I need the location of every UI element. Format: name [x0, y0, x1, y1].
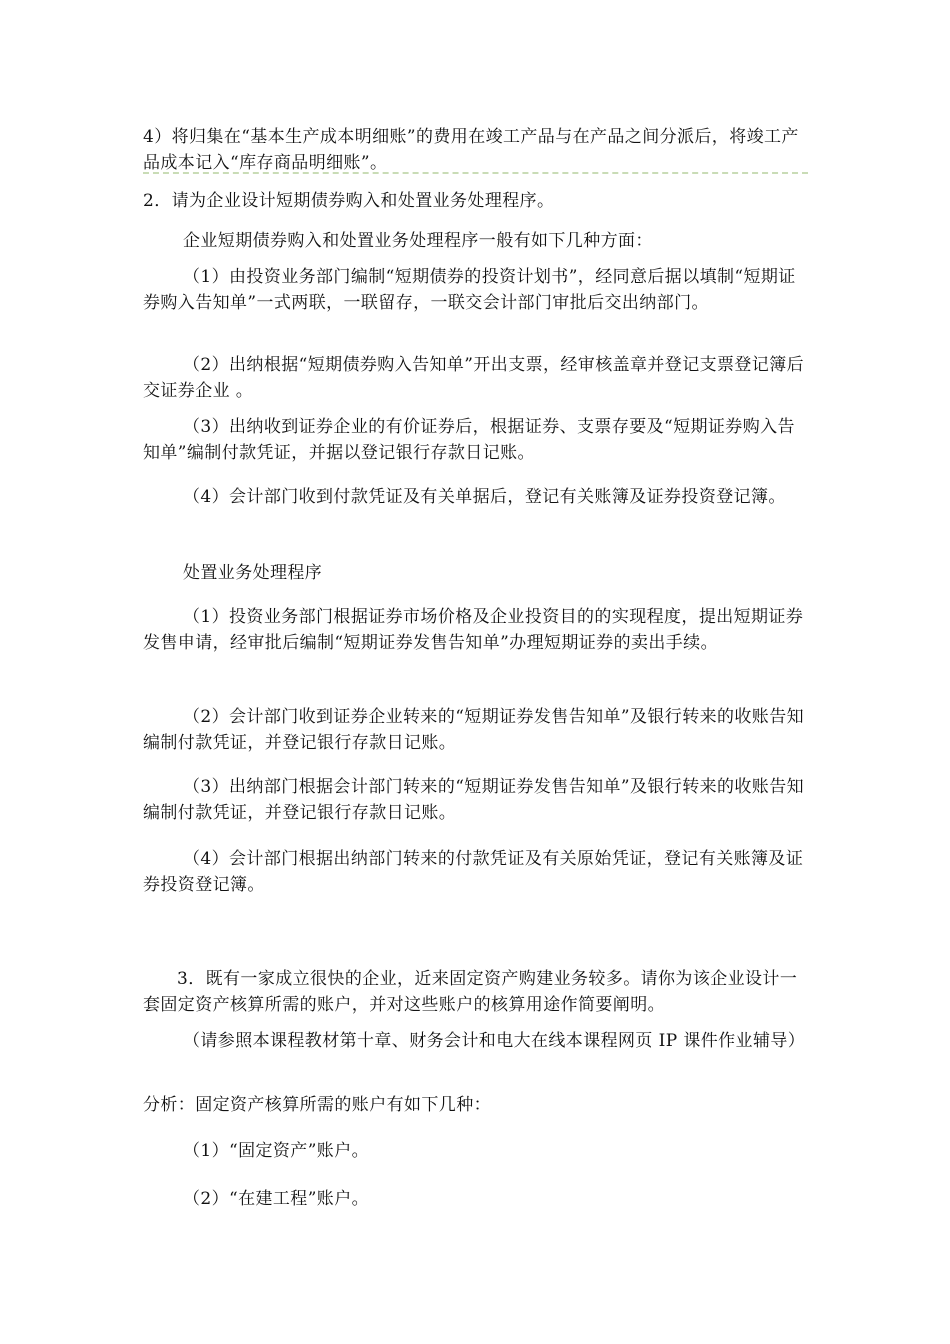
disposal-step-2: （2）会计部门收到证券企业转来的“短期证券发售告知单”及银行转来的收账告知编制付款凭证，并登记银行存款日记账。 — [143, 707, 804, 753]
disposal-procedure-heading: 处置业务处理程序 — [183, 563, 323, 583]
disposal-step-1: （1）投资业务部门根据证券市场价格及企业投资目的的实现程度，提出短期证券发售申请，经审批后编制“短期证券发售告知单”办理短期证券的卖出手续。 — [143, 607, 804, 653]
analysis-intro: 分析：固定资产核算所需的账户有如下几种： — [143, 1095, 491, 1115]
question-3-text: 3．既有一家成立很快的企业，近来固定资产购建业务较多。请你为该企业设计一套固定资产核算所需的账户，并对这些账户的核算用途作简要阐明。 — [143, 969, 798, 1015]
purchase-step-1: （1）由投资业务部门编制“短期债券的投资计划书”，经同意后据以填制“短期证券购入告知单”一式两联，一联留存，一联交会计部门审批后交出纳部门。 — [143, 267, 796, 313]
reference-note: （请参照本课程教材第十章、财务会计和电大在线本课程网页 IP 课件作业辅导） — [183, 1031, 806, 1051]
account-item-1: （1）“固定资产”账户。 — [183, 1141, 369, 1161]
dashed-divider — [143, 172, 808, 174]
disposal-step-3: （3）出纳部门根据会计部门转来的“短期证券发售告知单”及银行转来的收账告知编制付款凭证，并登记银行存款日记账。 — [143, 777, 804, 823]
purchase-procedure-intro: 企业短期债券购入和处置业务处理程序一般有如下几种方面： — [183, 231, 653, 251]
account-item-2: （2）“在建工程”账户。 — [183, 1189, 369, 1209]
paragraph-item-4: 4）将归集在“基本生产成本明细账”的费用在竣工产品与在产品之间分派后，将竣工产品成本记入“库存商品明细账”。 — [143, 127, 799, 173]
purchase-step-4: （4）会计部门收到付款凭证及有关单据后，登记有关账簿及证券投资登记簿。 — [183, 487, 786, 507]
disposal-step-4: （4）会计部门根据出纳部门转来的付款凭证及有关原始凭证，登记有关账簿及证券投资登记簿。 — [143, 849, 804, 895]
purchase-step-3: （3）出纳收到证券企业的有价证券后，根据证券、支票存要及“短期证券购入告知单”编制付款凭证，并据以登记银行存款日记账。 — [143, 417, 795, 463]
purchase-step-2: （2）出纳根据“短期债券购入告知单”开出支票，经审核盖章并登记支票登记簿后交证券企业 。 — [143, 355, 804, 401]
question-2-heading: 2．请为企业设计短期债券购入和处置业务处理程序。 — [143, 191, 555, 211]
